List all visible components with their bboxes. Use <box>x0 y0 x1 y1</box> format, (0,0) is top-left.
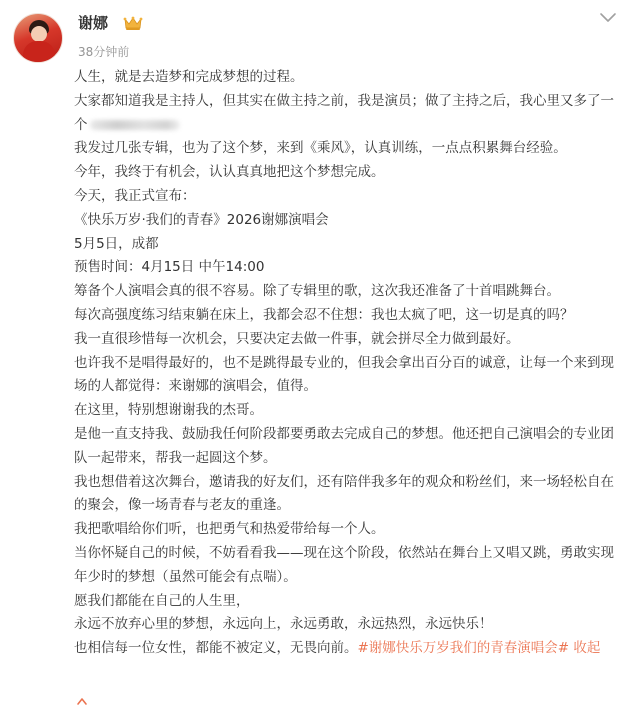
post-paragraph: 我把歌唱给你们听，也把勇气和热爱带给每一个人。 <box>74 521 385 538</box>
post-paragraph: 《快乐万岁·我们的青春》2026谢娜演唱会 <box>74 211 329 228</box>
golden-badge-icon[interactable] <box>122 16 144 31</box>
post-paragraph: 永远不放弃心里的梦想，永远向上，永远勇敢，永远热烈，永远快乐！ <box>74 616 493 633</box>
post-paragraph: 预售时间：4月15日 中午14:00 <box>74 259 265 276</box>
post-paragraph: 当你怀疑自己的时候，不妨看看我——现在这个阶段，依然站在舞台上又唱又跳，勇敢实现年少时的梦想（虽然可能会有点喘）。 <box>74 544 614 585</box>
post-paragraph: 今年，我终于有机会，认认真真地把这个梦想完成。 <box>74 164 385 181</box>
avatar-body <box>23 41 55 63</box>
post-paragraph: 也许我不是唱得最好的，也不是跳得最专业的，但我会拿出百分百的诚意，让每一个来到现场的人都觉得：来谢娜的演唱会，值得。 <box>74 354 614 395</box>
post-timestamp[interactable]: 38分钟前 <box>78 45 130 59</box>
collapse-link[interactable]: 收起 <box>573 640 601 657</box>
post-paragraph: 愿我们都能在自己的人生里， <box>74 592 250 609</box>
post-paragraph: 我也想借着这次舞台，邀请我的好友们，还有陪伴我多年的观众和粉丝们，来一场轻松自在的聚会，像一场青春与老友的重逢。 <box>74 473 614 514</box>
post-paragraph: 是他一直支持我、鼓励我任何阶段都要勇敢去完成自己的梦想。他还把自己演唱会的专业团队一起带来，帮我一起圆这个梦。 <box>74 425 614 466</box>
post-paragraph: 我发过几张专辑，也为了这个梦，来到《乘风》，认真训练，一点点积累舞台经验。 <box>74 140 567 157</box>
post-paragraph: 我一直很珍惜每一次机会，只要决定去做一件事，就会拼尽全力做到最好。 <box>74 330 520 347</box>
avatar[interactable] <box>13 13 63 63</box>
post-content <box>74 66 622 661</box>
post-paragraph: 人生，就是去造梦和完成梦想的过程。 <box>74 69 304 85</box>
post-paragraph-text: 也相信每一位女性，都能不被定义，无畏向前。 <box>74 640 358 657</box>
post-paragraph: 今天，我正式宣布： <box>74 187 196 204</box>
post-paragraph: 在这里，特别想谢谢我的杰哥。 <box>74 402 263 419</box>
hashtag-link[interactable]: #谢娜快乐万岁我们的青春演唱会# <box>357 640 570 657</box>
post-paragraph-text: 大家都知道我是主持人，但其实在做主持之前，我是演员；做了主持之后，我心里又多了一个 <box>74 92 614 133</box>
post-paragraph <box>74 90 622 138</box>
post-paragraph: 筹备个人演唱会真的很不容易。除了专辑里的歌，这次我还准备了十首唱跳舞台。 <box>74 283 560 300</box>
chevron-down-icon[interactable] <box>598 10 618 24</box>
post-paragraph: 5月5日，成都 <box>74 235 159 252</box>
blurred-text <box>90 120 180 130</box>
avatar-face <box>31 26 47 42</box>
username[interactable]: 谢娜 <box>78 14 109 32</box>
chevron-up-icon[interactable] <box>76 696 88 706</box>
post-paragraph: 每次高强度练习结束躺在床上，我都会忍不住想：我也太疯了吧，这一切是真的吗？ <box>74 306 574 323</box>
post-paragraph <box>74 637 622 661</box>
